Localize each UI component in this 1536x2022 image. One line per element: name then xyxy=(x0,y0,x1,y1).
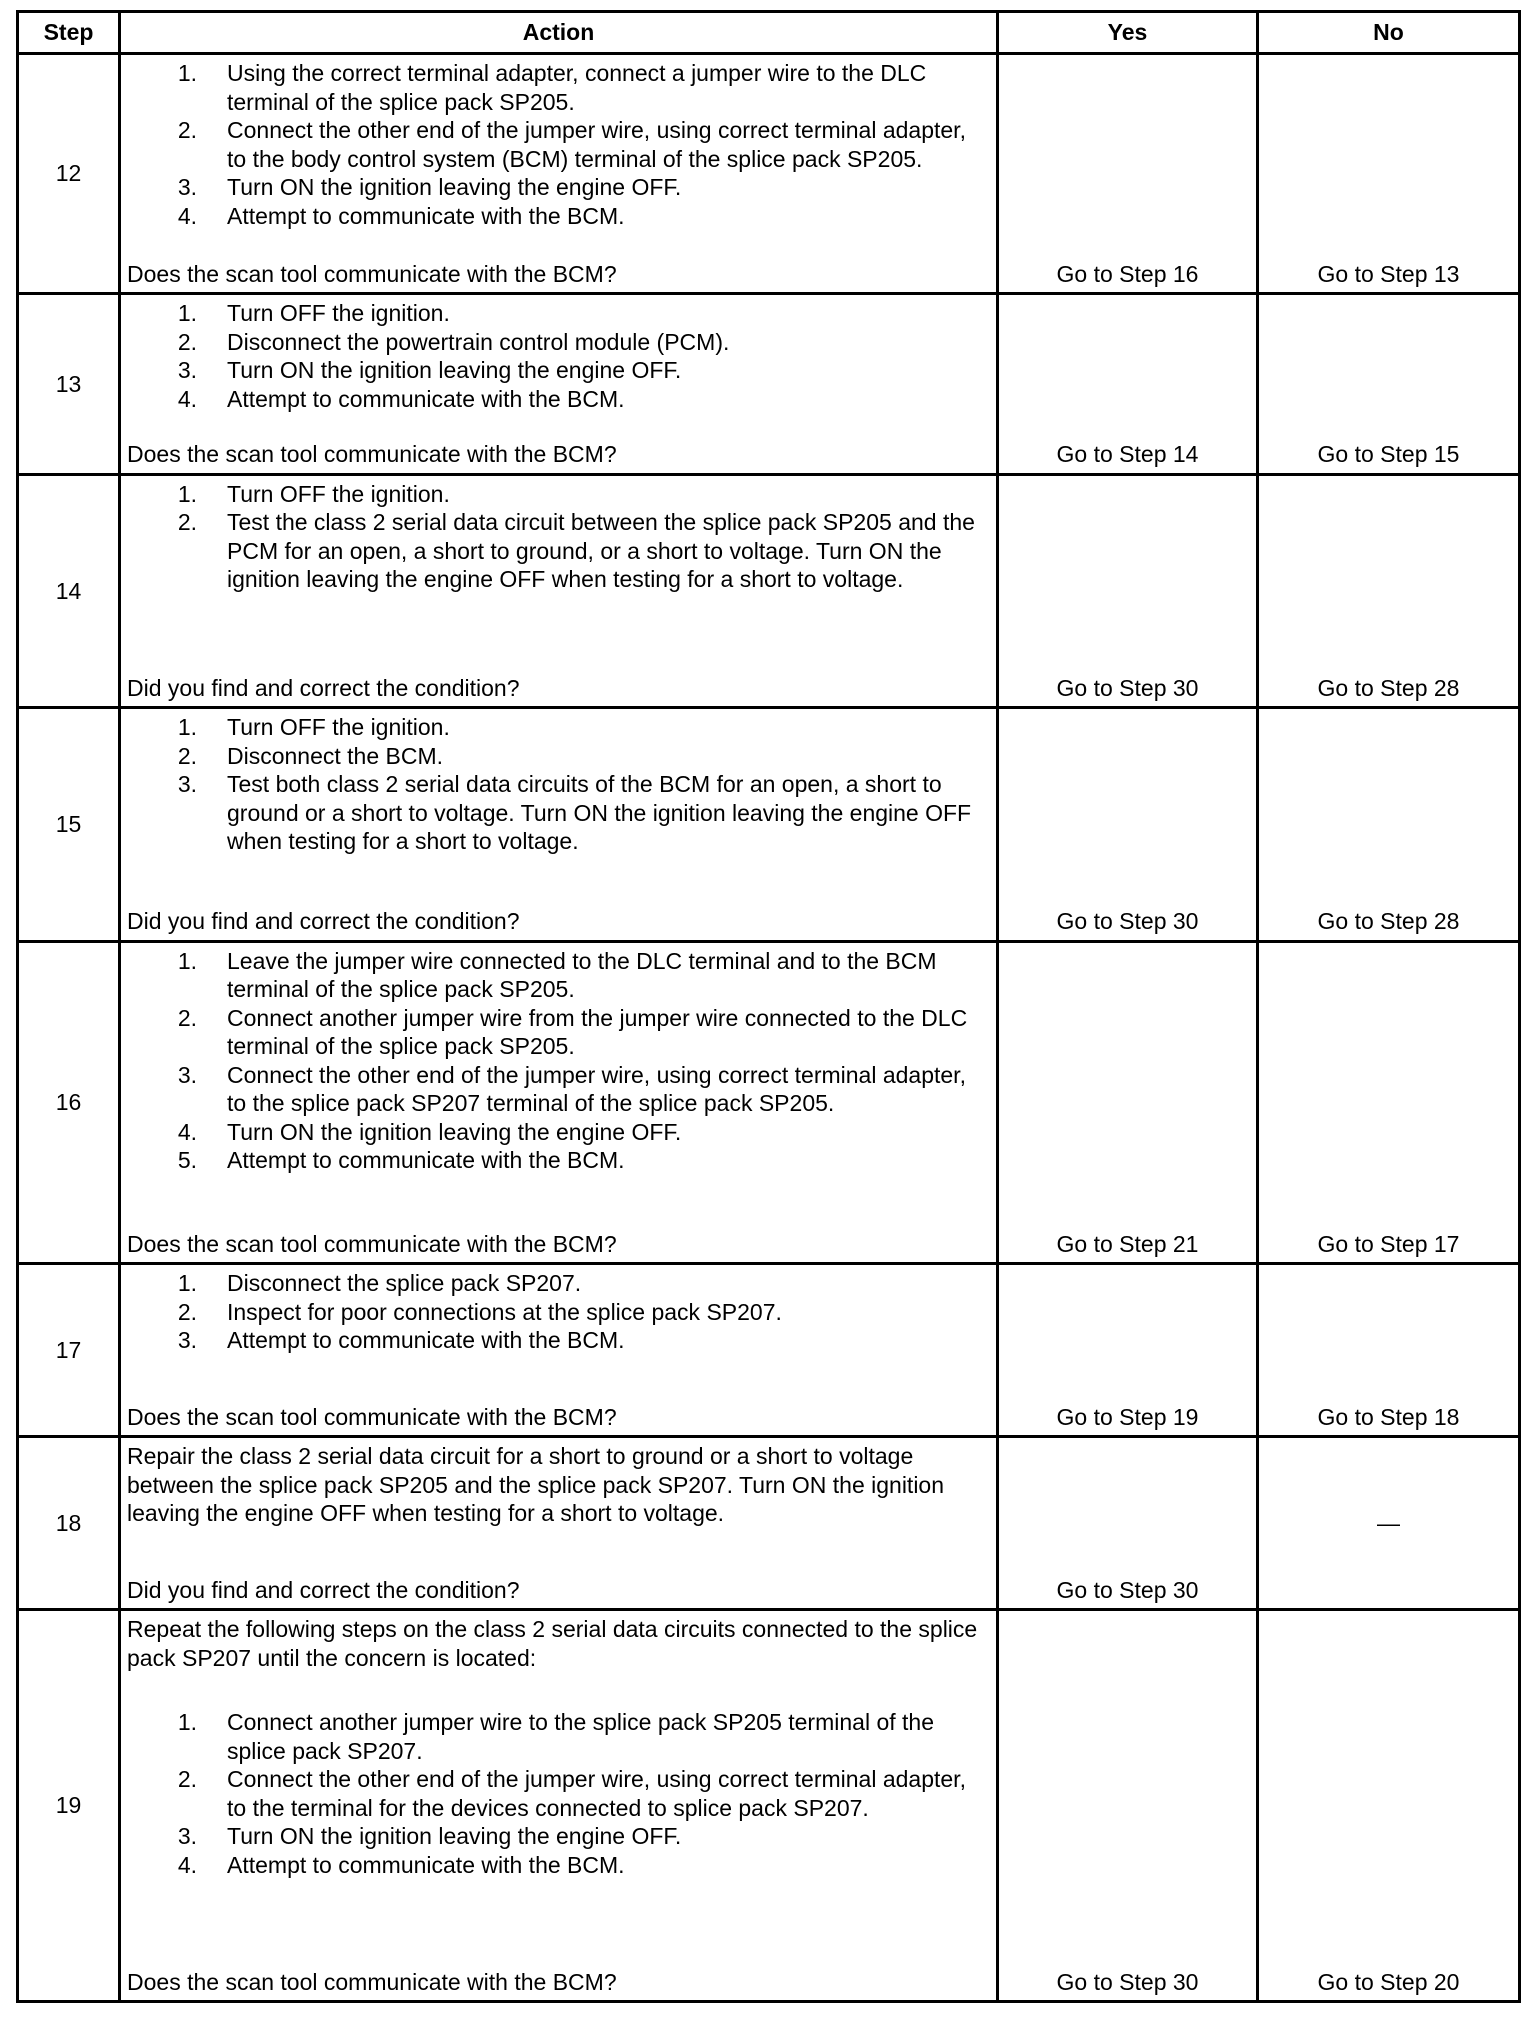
no-result: Go to Step 20 xyxy=(1258,1610,1520,2002)
table-row xyxy=(18,1610,1520,2002)
action-cell xyxy=(120,708,998,941)
list-item: 4. Attempt to communicate with the BCM. xyxy=(177,385,625,412)
header-yes: Yes xyxy=(998,12,1258,54)
question-text: Does the scan tool communicate with the BCM? xyxy=(127,1403,617,1430)
header-no: No xyxy=(1258,12,1520,54)
list-item: 2. Disconnect the powertrain control module (PCM). xyxy=(177,328,730,355)
action-cell xyxy=(120,474,998,707)
no-result: — xyxy=(1258,1437,1520,1610)
table-row xyxy=(18,1437,1520,1610)
action-cell xyxy=(120,54,998,294)
no-result: Go to Step 18 xyxy=(1258,1264,1520,1437)
list-item: 2. Connect the other end of the jumper wire, using correct terminal adapter, to the terminal for the devices connected to splice pack SP207. xyxy=(177,1766,966,1821)
question-text: Does the scan tool communicate with the BCM? xyxy=(127,260,617,287)
question-text: Did you find and correct the condition? xyxy=(127,908,520,934)
question-text: Does the scan tool communicate with the BCM? xyxy=(127,441,617,468)
list-item: 1. Using the correct terminal adapter, connect a jumper wire to the DLC terminal of the splice pack SP205. xyxy=(177,60,927,115)
list-item: 3. Turn ON the ignition leaving the engine OFF. xyxy=(177,1823,682,1850)
action-cell xyxy=(120,1437,998,1610)
question-text: Does the scan tool communicate with the BCM? xyxy=(127,1968,617,1995)
table-row xyxy=(18,708,1520,941)
action-cell xyxy=(120,294,998,475)
list-item: 3. Connect the other end of the jumper wire, using correct terminal adapter, to the splice pack SP207 terminal of the splice pack SP205. xyxy=(177,1061,966,1116)
action-instruction: Repair the class 2 serial data circuit for a short to ground or a short to voltage between the splice pack SP205 and the splice pack SP207. Turn ON the ignition leaving the engine OFF when testing for a short to voltage. xyxy=(127,1443,945,1527)
action-steps xyxy=(127,59,990,230)
list-item: 4. Turn ON the ignition leaving the engine OFF. xyxy=(177,1118,682,1145)
list-item: 3. Attempt to communicate with the BCM. xyxy=(177,1327,625,1354)
header-step: Step xyxy=(18,12,120,54)
step-number: 19 xyxy=(18,1610,120,2002)
action-steps xyxy=(127,1269,990,1355)
action-cell xyxy=(120,1610,998,2002)
diagnostic-table xyxy=(16,10,1521,2003)
list-item: 2. Disconnect the BCM. xyxy=(177,742,444,769)
yes-result: Go to Step 30 xyxy=(998,708,1258,941)
yes-result: Go to Step 30 xyxy=(998,1437,1258,1610)
list-item: 4. Attempt to communicate with the BCM. xyxy=(177,202,625,229)
list-item: 2. Test the class 2 serial data circuit between the splice pack SP205 and the PCM for an open, a short to ground, or a short to voltage. Turn ON the ignition leaving the engine OFF when testing for a short to voltage. xyxy=(177,509,975,593)
table-row xyxy=(18,54,1520,294)
no-result: Go to Step 13 xyxy=(1258,54,1520,294)
list-item: 2. Inspect for poor connections at the splice pack SP207. xyxy=(177,1298,782,1325)
action-steps xyxy=(127,713,990,856)
header-action: Action xyxy=(120,12,998,54)
question-text: Does the scan tool communicate with the BCM? xyxy=(127,1230,617,1257)
action-steps xyxy=(127,947,990,1175)
header-row xyxy=(18,12,1520,54)
table-row xyxy=(18,294,1520,475)
list-item: 1. Turn OFF the ignition. xyxy=(177,300,450,327)
yes-result: Go to Step 14 xyxy=(998,294,1258,475)
action-cell xyxy=(120,941,998,1264)
list-item: 1. Leave the jumper wire connected to the DLC terminal and to the BCM terminal of the splice pack SP205. xyxy=(177,947,937,1002)
step-number: 12 xyxy=(18,54,120,294)
list-item: 1. Turn OFF the ignition. xyxy=(177,480,450,507)
list-item: 2. Connect the other end of the jumper wire, using correct terminal adapter, to the body control system (BCM) terminal of the splice pack SP205. xyxy=(177,117,966,172)
yes-result: Go to Step 21 xyxy=(998,941,1258,1264)
table-row xyxy=(18,474,1520,707)
table-row xyxy=(18,1264,1520,1437)
list-item: 2. Connect another jumper wire from the jumper wire connected to the DLC terminal of the splice pack SP205. xyxy=(177,1004,968,1059)
yes-result: Go to Step 19 xyxy=(998,1264,1258,1437)
step-number: 16 xyxy=(18,941,120,1264)
list-item: 3. Test both class 2 serial data circuits of the BCM for an open, a short to ground or a short to voltage. Turn ON the ignition leaving the engine OFF when testing for a short to voltage. xyxy=(177,771,972,855)
yes-result: Go to Step 30 xyxy=(998,474,1258,707)
action-cell xyxy=(120,1264,998,1437)
table-row xyxy=(18,941,1520,1264)
list-item: 5. Attempt to communicate with the BCM. xyxy=(177,1147,625,1173)
step-number: 15 xyxy=(18,708,120,941)
yes-result: Go to Step 30 xyxy=(998,1610,1258,2002)
no-result: Go to Step 17 xyxy=(1258,941,1520,1264)
step-number: 14 xyxy=(18,474,120,707)
no-result: Go to Step 15 xyxy=(1258,294,1520,475)
step-number: 18 xyxy=(18,1437,120,1610)
action-steps xyxy=(127,299,990,413)
no-result: Go to Step 28 xyxy=(1258,474,1520,707)
no-result: Go to Step 28 xyxy=(1258,708,1520,941)
list-item: 1. Disconnect the splice pack SP207. xyxy=(177,1270,582,1297)
list-item: 3. Turn ON the ignition leaving the engine OFF. xyxy=(177,357,682,384)
list-item: 3. Turn ON the ignition leaving the engine OFF. xyxy=(177,174,682,200)
list-item: 1. Connect another jumper wire to the splice pack SP205 terminal of the splice pack SP207. xyxy=(177,1709,934,1764)
list-item: 1. Turn OFF the ignition. xyxy=(177,714,450,741)
list-item: 4. Attempt to communicate with the BCM. xyxy=(177,1851,625,1878)
question-text: Did you find and correct the condition? xyxy=(127,1576,520,1603)
action-instruction: Repeat the following steps on the class 2 serial data circuits connected to the splice pack SP207 until the concern is located: xyxy=(127,1616,978,1671)
step-number: 17 xyxy=(18,1264,120,1437)
step-number: 13 xyxy=(18,294,120,475)
action-steps xyxy=(127,480,990,594)
yes-result: Go to Step 16 xyxy=(998,54,1258,294)
action-steps xyxy=(127,1708,990,1879)
question-text: Did you find and correct the condition? xyxy=(127,674,520,701)
